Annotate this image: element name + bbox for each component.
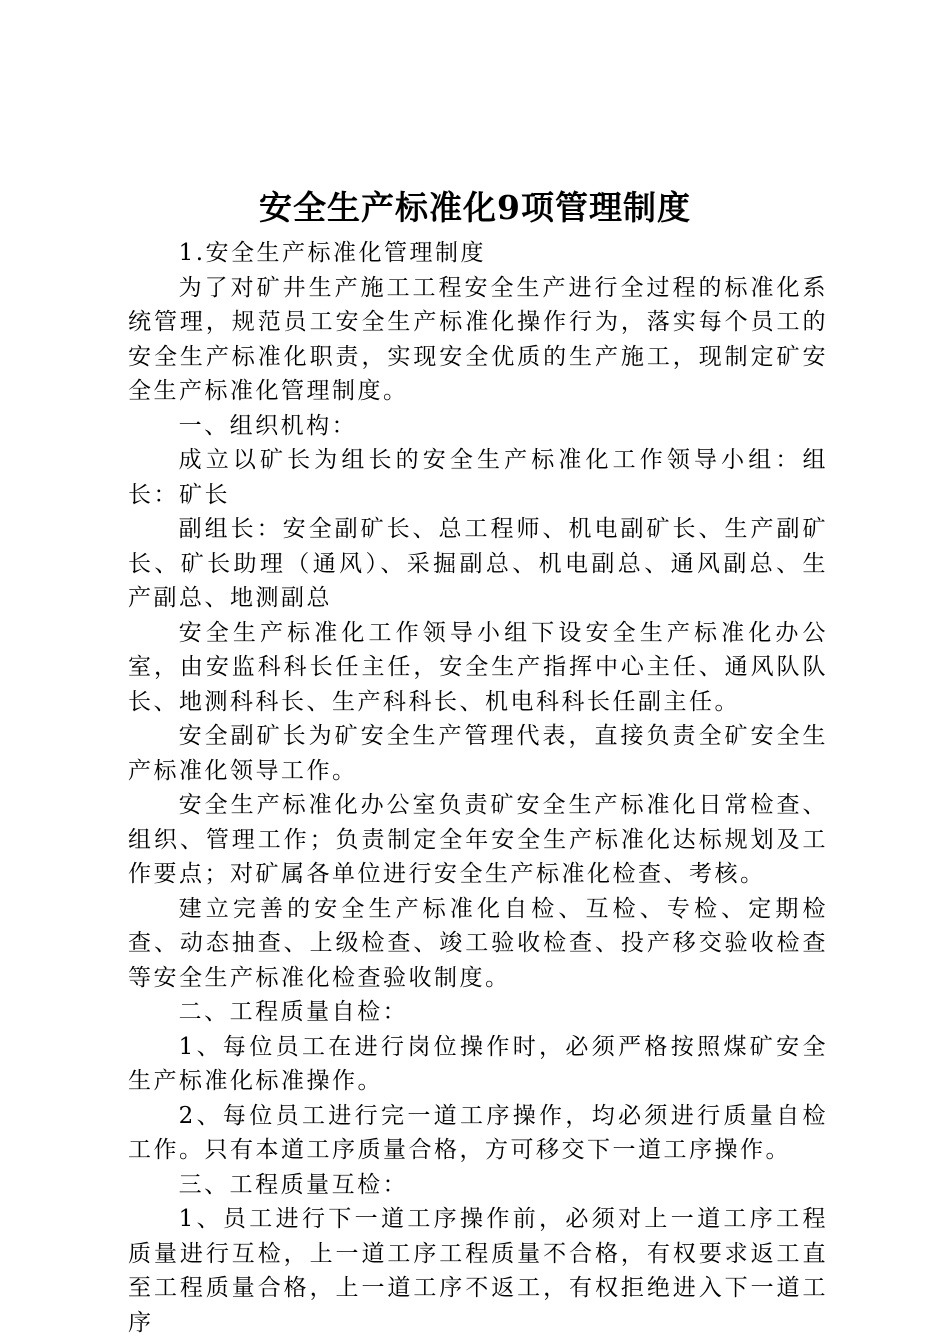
document-title: 安全生产标准化9项管理制度 (259, 188, 691, 227)
document-body (128, 236, 828, 1340)
paragraph-self-inspection-1: 1、每位员工在进行岗位操作时，必须严格按照煤矿安全生产标准化标准操作。 (128, 1033, 828, 1094)
heading-mutual-inspection: 三、工程质量互检： (178, 1171, 409, 1198)
paragraph-deputy-leaders: 副组长：安全副矿长、总工程师、机电副矿长、生产副矿长、矿长助理（通风）、采掘副总、机电副总、通风副总、生产副总、地测副总 (128, 516, 828, 611)
paragraph-office: 安全生产标准化工作领导小组下设安全生产标准化办公室，由安监科科长任主任，安全生产指挥中心主任、通风队队长、地测科科长、生产科科长、机电科科长任副主任。 (128, 619, 828, 715)
paragraph-safety-deputy: 安全副矿长为矿安全生产管理代表，直接负责全矿安全生产标准化领导工作。 (128, 723, 828, 784)
paragraph-office-duties: 安全生产标准化办公室负责矿安全生产标准化日常检查、组织、管理工作；负责制定全年安全生产标准化达标规划及工作要点；对矿属各单位进行安全生产标准化检查、考核。 (128, 792, 828, 887)
paragraph-leader-group: 成立以矿长为组长的安全生产标准化工作领导小组：组长：矿长 (128, 447, 828, 508)
paragraph-purpose: 为了对矿井生产施工工程安全生产进行全过程的标准化系统管理，规范员工安全生产标准化操作行为，落实每个员工的安全生产标准化职责，实现安全优质的生产施工，现制定矿安全生产标准化管理制度。 (128, 274, 828, 404)
heading-organization: 一、组织机构： (178, 412, 358, 439)
heading-self-inspection: 二、工程质量自检： (178, 999, 409, 1025)
paragraph-self-inspection-2: 2、每位员工进行完一道工序操作，均必须进行质量自检工作。只有本道工序质量合格，方可移交下一道工序操作。 (128, 1102, 828, 1163)
paragraph-inspection-system: 建立完善的安全生产标准化自检、互检、专检、定期检查、动态抽查、上级检查、竣工验收检查、投产移交验收检查等安全生产标准化检查验收制度。 (128, 895, 828, 991)
section-heading-1: 1.安全生产标准化管理制度 (178, 240, 487, 266)
paragraph-mutual-inspection-1: 1、员工进行下一道工序操作前，必须对上一道工序工程质量进行互检，上一道工序工程质量不合格，有权要求返工直至工程质量合格，上一道工序不返工，有权拒绝进入下一道工序 (128, 1206, 828, 1336)
